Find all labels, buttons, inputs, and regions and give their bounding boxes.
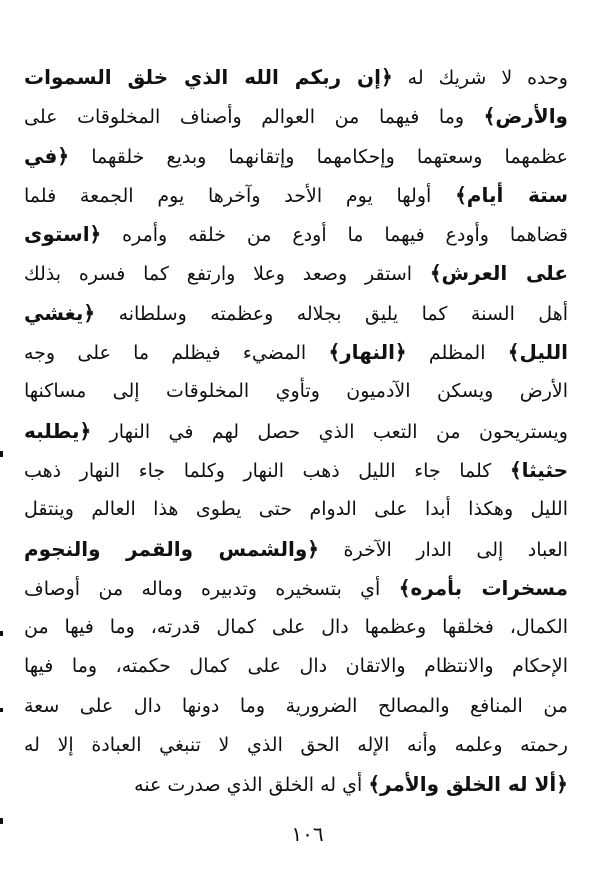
quran-verse-text: ﴿يطلبه <box>24 418 92 443</box>
text-line <box>24 294 568 333</box>
text-line <box>24 451 568 490</box>
commentary-text: أهل السنة كما يليق بجلاله وعظمته وسلطانه <box>95 302 568 325</box>
text-line <box>24 490 568 529</box>
text-line <box>24 215 568 254</box>
quran-verse-text: على العرش﴾ <box>429 261 568 286</box>
margin-mark <box>0 451 3 457</box>
commentary-text: أي له الخلق الذي صدرت عنه <box>134 774 369 797</box>
text-line <box>24 569 568 608</box>
commentary-text: عظمهما وسعتهما وإحكامهما وإتقانهما وبديع خلقهما <box>69 145 568 168</box>
commentary-text: وما فيهما من العوالم وأصناف المخلوقات على <box>24 106 484 129</box>
commentary-text: الأرض ويسكن الآدميون وتأوي المخلوقات إلى مساكنها <box>24 380 568 403</box>
text-line <box>24 726 568 765</box>
quran-verse-text: ﴿النهار﴾ <box>328 340 407 365</box>
margin-mark <box>0 818 3 824</box>
commentary-text: الليل وهكذا أبدا على الدوام حتى يطوى هذا العالم وينتقل <box>24 498 568 521</box>
text-line <box>24 608 568 647</box>
commentary-text: وحده لا شريك له <box>392 67 568 89</box>
commentary-text: أولها يوم الأحد وآخرها يوم الجمعة فلما <box>24 184 456 207</box>
text-line <box>24 372 568 411</box>
commentary-text: استقر وصعد وعلا وارتفع كما فسره بذلك <box>24 263 430 286</box>
quran-verse-text: ﴿والشمس والقمر والنجوم <box>24 536 320 561</box>
quran-verse-text: والأرض﴾ <box>483 104 568 129</box>
page-number: ١٠٦ <box>291 822 324 846</box>
commentary-text: من المنافع والمصالح الضرورية وما دونها دال على سعة <box>24 694 568 717</box>
quran-verse-text: ﴿يغشي <box>24 300 96 325</box>
body-text <box>24 58 568 805</box>
commentary-text: الإحكام والانتظام والاتقان دال على كمال حكمته، وما فيها <box>24 655 568 678</box>
commentary-text: كلما جاء الليل ذهب النهار وكلما جاء النهار ذهب <box>24 459 510 482</box>
quran-verse-text: مسخرات بأمره﴾ <box>398 575 568 600</box>
commentary-text: ويستريحون من التعب الذي حصل لهم في النهار <box>91 420 568 443</box>
commentary-text: المضيء فيظلم ما على وجه <box>24 342 329 365</box>
text-line <box>24 647 568 686</box>
quran-verse-text: ستة أيام﴾ <box>455 182 568 207</box>
quran-verse-text: ﴿ألا له الخلق والأمر﴾ <box>368 772 568 797</box>
commentary-text: الكمال، فخلقها وعظمها دال على كمال قدرته، وما فيها من <box>24 616 568 639</box>
commentary-text: العباد إلى الدار الآخرة <box>319 538 568 561</box>
commentary-text: قضاهما وأودع فيهما ما أودع من خلقه وأمره <box>101 224 568 247</box>
margin-mark <box>0 631 3 636</box>
quran-verse-text: ﴿في <box>24 143 70 168</box>
text-line <box>24 58 568 97</box>
text-line <box>24 97 568 136</box>
text-line <box>24 530 568 569</box>
quran-verse-text: حثيثا﴾ <box>509 457 568 482</box>
commentary-text: رحمته وعلمه وأنه الإله الحق الذي لا تنبغي العبادة إلا له <box>24 734 568 757</box>
text-line <box>24 333 568 372</box>
text-line <box>24 176 568 215</box>
text-line <box>24 254 568 293</box>
text-line <box>24 687 568 726</box>
commentary-text: أي بتسخيره وتدبيره وماله من أوصاف <box>24 577 399 600</box>
text-line <box>24 412 568 451</box>
commentary-text: المظلم <box>406 342 508 365</box>
quran-verse-text: ﴿إن ربكم الله الذي خلق السموات <box>24 65 393 89</box>
text-line <box>24 137 568 176</box>
quran-verse-text: ﴿استوى <box>24 222 102 247</box>
margin-mark <box>0 708 3 712</box>
quran-verse-text: الليل﴾ <box>507 340 568 365</box>
text-line <box>24 765 568 804</box>
